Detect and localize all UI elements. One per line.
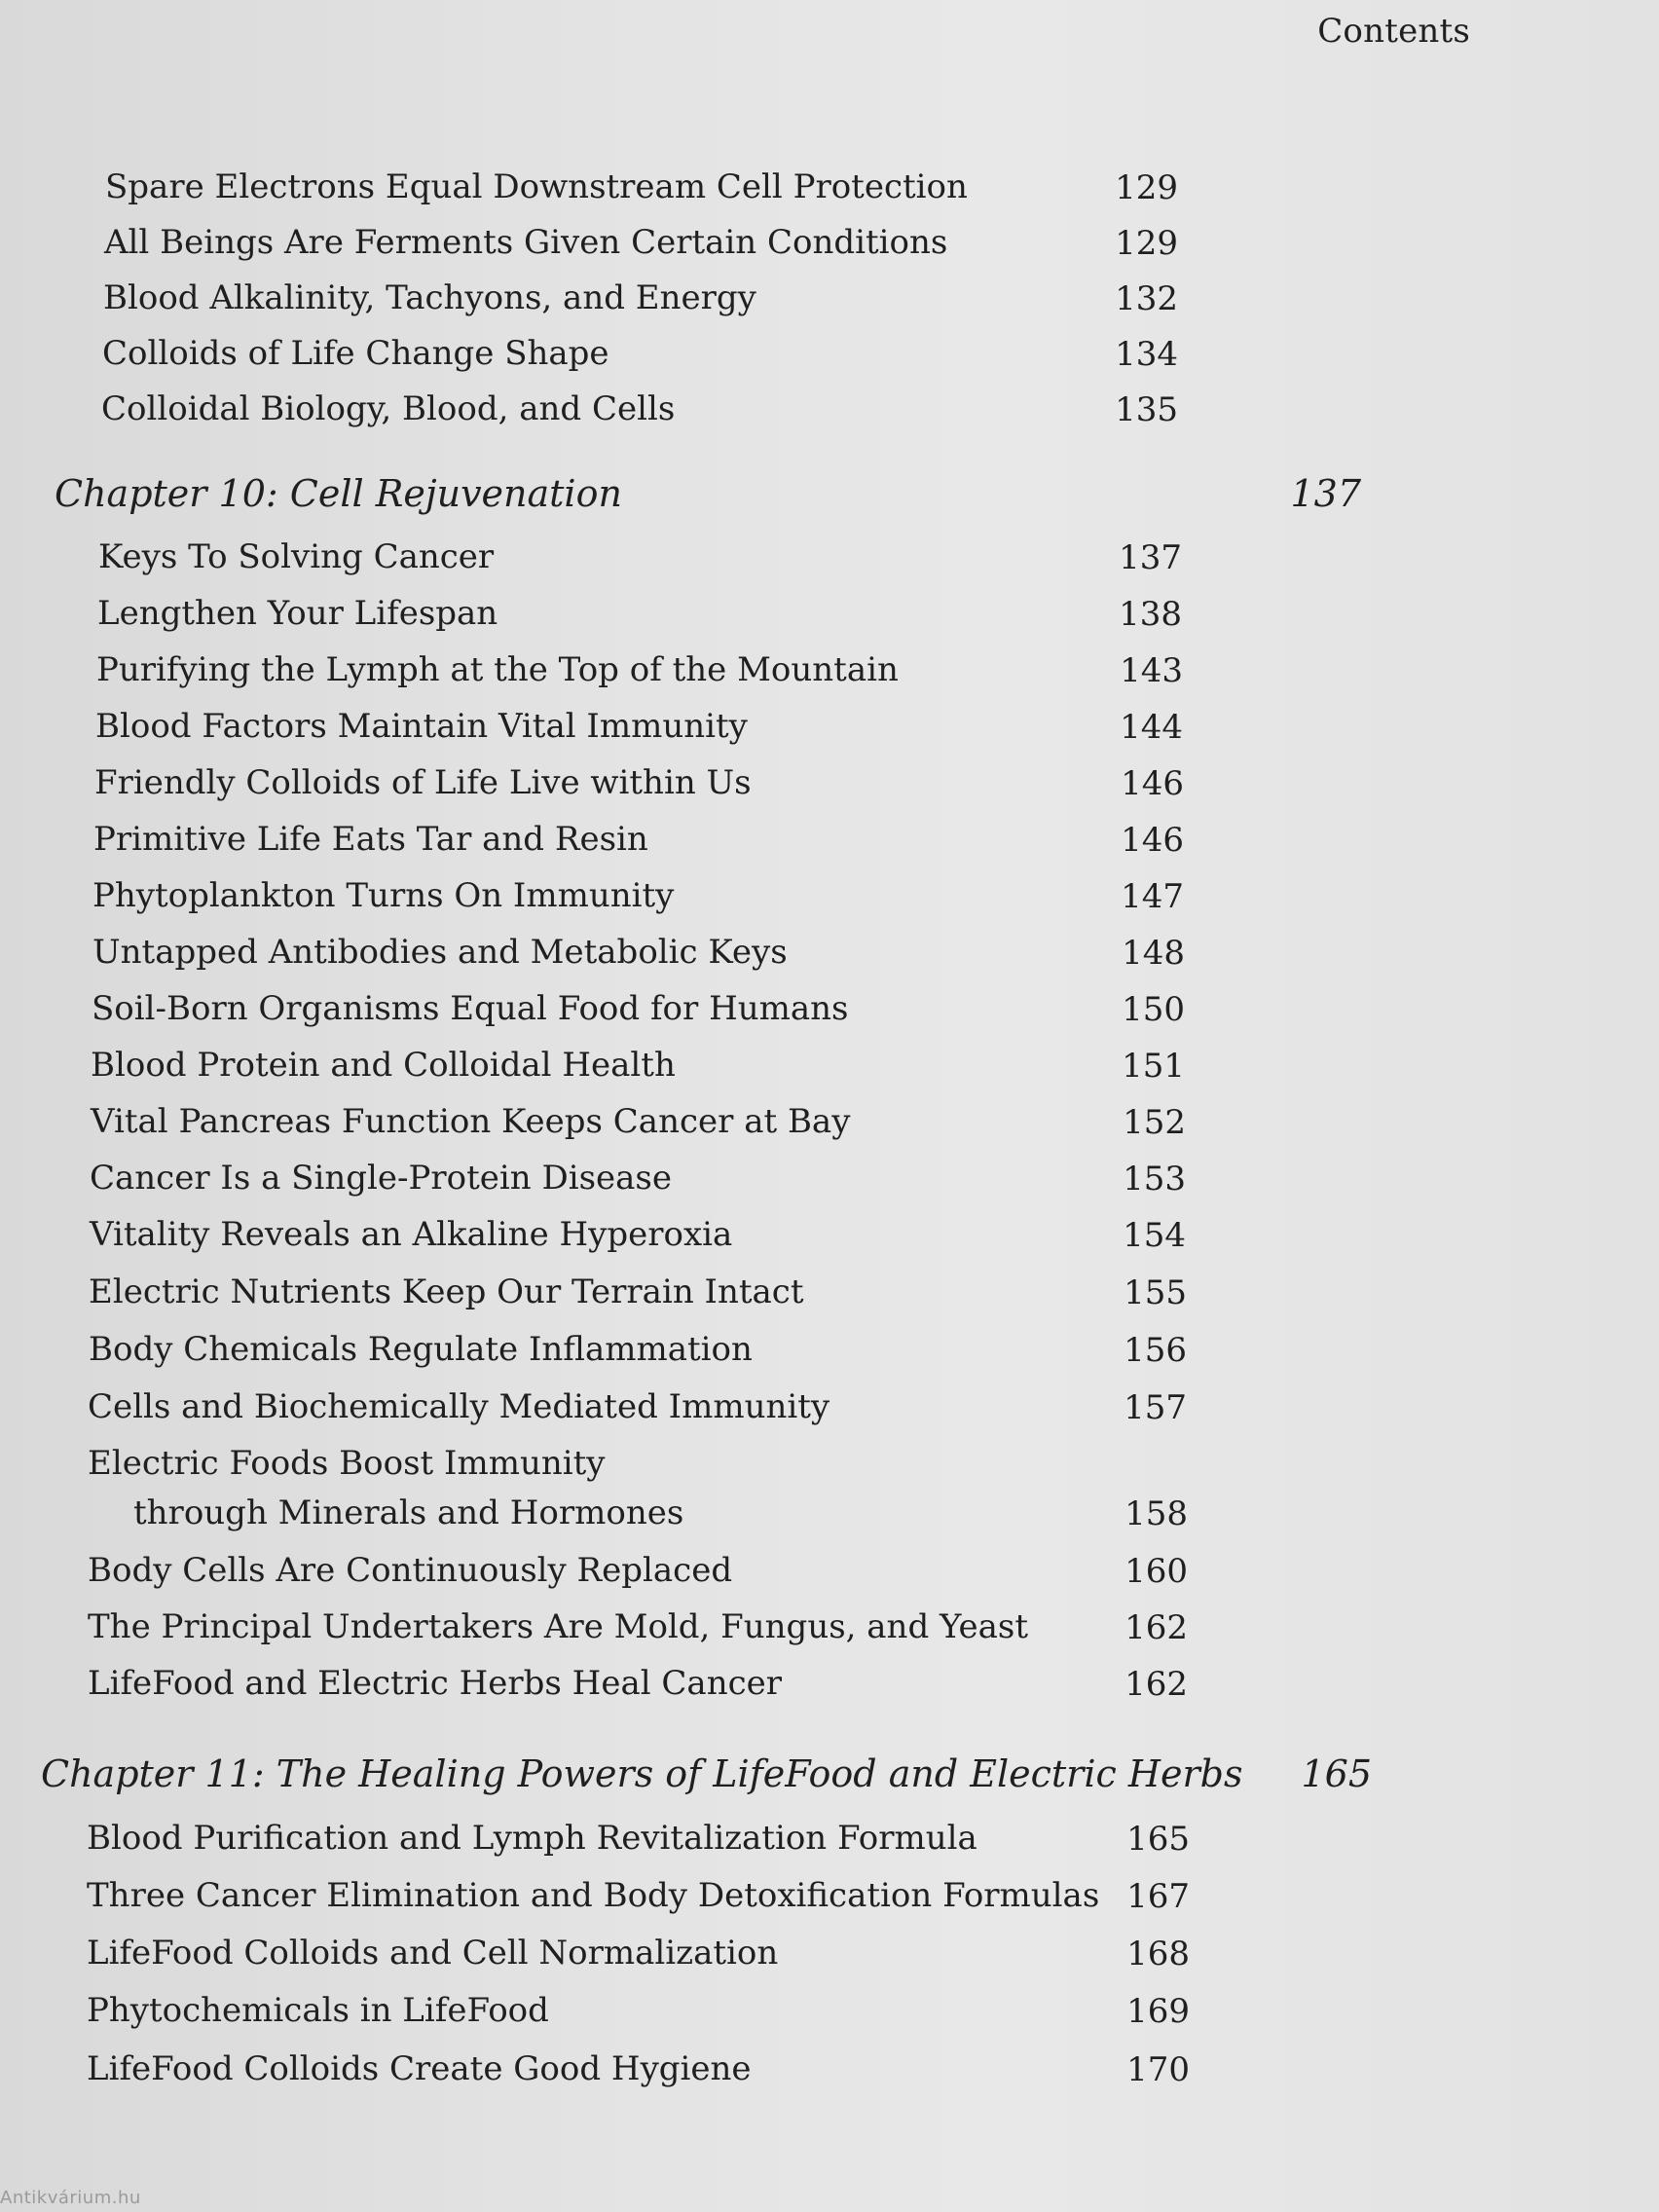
chapter-page: 137 [1290,472,1361,515]
toc-entry-page: 160 [1124,1552,1188,1591]
toc-entry-title: Cells and Biochemically Mediated Immunity [88,1387,830,1426]
toc-entry-title: Body Cells Are Continuously Replaced [88,1551,733,1590]
toc-entry-page: 158 [1124,1494,1188,1533]
toc-entry-title: Body Chemicals Regulate Inflammation [89,1330,753,1369]
toc-entry-title: Three Cancer Elimination and Body Detoxification Formulas [87,1876,1100,1915]
toc-entry-title: Friendly Colloids of Life Live within Us [94,763,752,802]
watermark: Antikvárium.hu [0,2188,141,2208]
toc-entry-title: Phytochemicals in LifeFood [87,1991,549,2030]
toc-entry-page: 165 [1126,1820,1190,1859]
toc-entry-page: 162 [1124,1608,1188,1647]
toc-entry-title: Lengthen Your Lifespan [97,594,498,633]
toc-entry-title: Phytoplankton Turns On Immunity [92,876,675,915]
toc-entry-title: Spare Electrons Equal Downstream Cell Protection [105,167,968,206]
chapter-page: 165 [1301,1752,1372,1795]
toc-entry-page: 144 [1120,708,1183,747]
toc-entry-title: LifeFood Colloids and Cell Normalization [87,1934,779,1972]
toc-entry-title: Blood Factors Maintain Vital Immunity [95,707,748,746]
toc-entry-page: 135 [1115,390,1178,429]
toc-entry-page: 156 [1124,1331,1187,1370]
toc-entry-page: 168 [1126,1935,1190,1973]
toc-entry-title: Purifying the Lymph at the Top of the Mountain [96,650,899,689]
toc-entry-title: Untapped Antibodies and Metabolic Keys [92,933,788,972]
page-header: Contents [1317,12,1470,51]
toc-entry-page: 162 [1124,1665,1188,1704]
toc-entry-title: Blood Purification and Lymph Revitalization Formula [87,1819,977,1858]
toc-entry-page: 167 [1126,1877,1190,1916]
toc-entry-title: Cancer Is a Single-Protein Disease [90,1159,672,1198]
toc-entry-page: 157 [1124,1388,1187,1427]
toc-entry-title-line2: through Minerals and Hormones [133,1493,684,1532]
toc-entry-page: 151 [1122,1047,1185,1086]
toc-entry-page: 137 [1119,538,1182,577]
toc-entry-page: 169 [1126,1992,1190,2031]
toc-entry-page: 146 [1121,821,1184,860]
toc-entry-page: 132 [1115,279,1178,318]
toc-entry-page: 152 [1123,1103,1186,1142]
chapter-heading: Chapter 10: Cell Rejuvenation [55,472,622,515]
chapter-heading: Chapter 11: The Healing Powers of LifeFood and Electric Herbs [41,1752,1243,1795]
toc-entry-title: Electric Nutrients Keep Our Terrain Intact [89,1272,804,1311]
toc-entry-page: 143 [1120,651,1183,690]
toc-entry-page: 150 [1122,990,1185,1029]
toc-entry-page: 147 [1121,877,1184,916]
toc-entry-title: Vitality Reveals an Alkaline Hyperoxia [90,1215,733,1254]
toc-entry-title: Colloids of Life Change Shape [102,334,609,373]
toc-entry-title: The Principal Undertakers Are Mold, Fungus, and Yeast [88,1607,1029,1646]
toc-entry-page: 129 [1115,224,1178,263]
toc-entry-title: Primitive Life Eats Tar and Resin [93,820,648,859]
toc-entry-page: 129 [1115,168,1178,207]
toc-entry-page: 153 [1123,1160,1186,1198]
toc-entry-page: 146 [1121,764,1184,803]
toc-entry-page: 170 [1126,2050,1190,2089]
toc-entry-title: Colloidal Biology, Blood, and Cells [101,389,676,428]
toc-entry-page: 155 [1124,1273,1187,1312]
toc-entry-title: All Beings Are Ferments Given Certain Conditions [104,223,948,262]
toc-entry-title-line1: Electric Foods Boost Immunity [88,1444,606,1483]
toc-entry-page: 154 [1123,1216,1186,1255]
toc-entry-title: Soil-Born Organisms Equal Food for Humans [92,989,849,1028]
toc-entry-title: LifeFood and Electric Herbs Heal Cancer [88,1664,783,1703]
toc-entry-title: Blood Protein and Colloidal Health [91,1046,676,1085]
toc-entry-title: LifeFood Colloids Create Good Hygiene [87,2049,752,2088]
toc-entry-title: Vital Pancreas Function Keeps Cancer at Bay [91,1102,851,1141]
toc-entry-title: Keys To Solving Cancer [98,537,495,576]
toc-entry-title: Blood Alkalinity, Tachyons, and Energy [103,278,756,317]
toc-entry-page: 148 [1122,934,1185,973]
toc-entry-page: 138 [1119,595,1182,634]
toc-entry-page: 134 [1115,335,1178,374]
